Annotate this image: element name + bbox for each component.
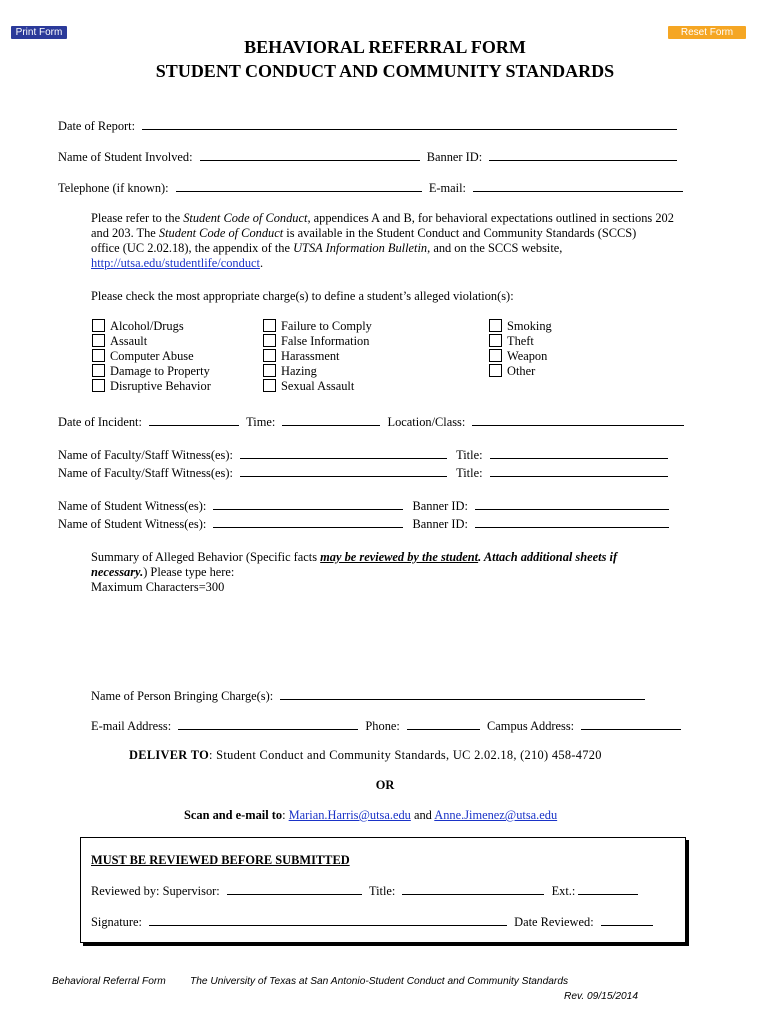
faculty-witness-field[interactable] bbox=[240, 465, 447, 477]
ext-field[interactable] bbox=[578, 883, 638, 895]
charge-option[interactable] bbox=[92, 319, 184, 334]
charge-option[interactable] bbox=[489, 334, 534, 349]
student-witness-row-1 bbox=[58, 498, 669, 513]
charge-label: Other bbox=[507, 364, 536, 378]
charge-option[interactable] bbox=[92, 349, 194, 364]
student-involved-row bbox=[58, 149, 677, 164]
student-involved-label: Name of Student Involved: bbox=[58, 150, 193, 164]
student-involved-field[interactable] bbox=[200, 149, 420, 161]
check-prompt: Please check the most appropriate charge(s) to define a student’s alleged violation(s): bbox=[91, 289, 514, 303]
charger-email-label: E-mail Address: bbox=[91, 719, 172, 733]
review-title-label: Title: bbox=[368, 884, 396, 898]
charge-option[interactable] bbox=[263, 319, 372, 334]
charge-checkbox[interactable] bbox=[489, 349, 502, 362]
student-banner-field[interactable] bbox=[475, 498, 669, 510]
charge-checkbox[interactable] bbox=[92, 379, 105, 392]
charger-phone-label: Phone: bbox=[365, 719, 400, 733]
banner-id-field[interactable] bbox=[489, 149, 677, 161]
reviewed-by-row bbox=[91, 883, 638, 898]
faculty-title-field[interactable] bbox=[490, 447, 668, 459]
date-of-incident-field[interactable] bbox=[149, 414, 239, 426]
faculty-title-label: Title: bbox=[456, 466, 483, 480]
telephone-label: Telephone (if known): bbox=[58, 181, 169, 195]
faculty-witness-label: Name of Faculty/Staff Witness(es): bbox=[58, 466, 233, 480]
charge-checkbox[interactable] bbox=[92, 319, 105, 332]
date-of-report-field[interactable] bbox=[142, 118, 677, 130]
date-reviewed-field[interactable] bbox=[601, 914, 653, 926]
student-witness-label: Name of Student Witness(es): bbox=[58, 499, 207, 513]
student-banner-label: Banner ID: bbox=[412, 499, 468, 513]
incident-row bbox=[58, 414, 684, 429]
time-field[interactable] bbox=[282, 414, 380, 426]
charge-label: Sexual Assault bbox=[281, 379, 355, 393]
location-field[interactable] bbox=[472, 414, 684, 426]
charge-checkbox[interactable] bbox=[263, 349, 276, 362]
charger-name-field[interactable] bbox=[280, 688, 645, 700]
email-label: E-mail: bbox=[428, 181, 467, 195]
charge-checkbox[interactable] bbox=[489, 319, 502, 332]
faculty-title-label: Title: bbox=[456, 448, 483, 462]
student-witness-field[interactable] bbox=[213, 498, 403, 510]
date-reviewed-label: Date Reviewed: bbox=[514, 915, 594, 929]
sccs-website-link[interactable]: http://utsa.edu/studentlife/conduct bbox=[91, 256, 260, 270]
charge-label: Assault bbox=[110, 334, 148, 348]
supervisor-field[interactable] bbox=[227, 883, 362, 895]
location-label: Location/Class: bbox=[387, 415, 466, 429]
charger-email-field[interactable] bbox=[178, 718, 358, 730]
date-of-report-label: Date of Report: bbox=[58, 119, 136, 133]
charge-checkbox[interactable] bbox=[92, 334, 105, 347]
reviewed-by-label: Reviewed by: Supervisor: bbox=[91, 884, 220, 898]
scan-email-line: Scan and e-mail to: Marian.Harris@utsa.edu and Anne.Jimenez@utsa.edu bbox=[184, 808, 558, 822]
email-link-jimenez[interactable]: Anne.Jimenez@utsa.edu bbox=[434, 808, 558, 822]
charger-name-label: Name of Person Bringing Charge(s): bbox=[91, 689, 274, 703]
student-witness-field[interactable] bbox=[213, 516, 403, 528]
charge-checkbox[interactable] bbox=[489, 334, 502, 347]
signature-label: Signature: bbox=[91, 915, 142, 929]
student-banner-field[interactable] bbox=[475, 516, 669, 528]
footer-institution: The University of Texas at San Antonio-Student Conduct and Community Standards bbox=[190, 976, 569, 987]
summary-instructions: Summary of Alleged Behavior (Specific facts may be reviewed by the student. Attach additional sheets if necessary.) Please type here: Maximum Characters=300 bbox=[91, 550, 618, 594]
email-field[interactable] bbox=[473, 180, 683, 192]
review-box bbox=[80, 837, 686, 943]
charge-checkbox[interactable] bbox=[263, 364, 276, 377]
charge-label: False Information bbox=[281, 334, 370, 348]
deliver-to-line: DELIVER TO: Student Conduct and Community Standards, UC 2.02.18, (210) 458-4720 bbox=[129, 748, 602, 762]
telephone-field[interactable] bbox=[176, 180, 422, 192]
charge-option[interactable] bbox=[263, 349, 340, 364]
student-banner-label: Banner ID: bbox=[412, 517, 468, 531]
email-link-harris[interactable]: Marian.Harris@utsa.edu bbox=[288, 808, 411, 822]
charge-label: Weapon bbox=[507, 349, 548, 363]
intro-paragraph: Please refer to the Student Code of Conduct, appendices A and B, for behavioral expectations outlined in sections 202 and 203. The Student Code of Conduct is available in the Student Conduct and Community Standards (SCCS) office (UC 2.02.18), the appendix of the UTSA Information Bulletin, and on the SCCS website, http://utsa.edu/studentlife/conduct. bbox=[91, 211, 674, 270]
faculty-witness-row-2 bbox=[58, 465, 668, 480]
faculty-witness-label: Name of Faculty/Staff Witness(es): bbox=[58, 448, 233, 462]
ext-label: Ext.: bbox=[551, 884, 576, 898]
charge-option[interactable] bbox=[489, 349, 547, 364]
charge-label: Failure to Comply bbox=[281, 319, 372, 333]
charge-option[interactable] bbox=[489, 364, 535, 379]
charge-label: Smoking bbox=[507, 319, 552, 333]
charge-option[interactable] bbox=[263, 364, 317, 379]
charge-label: Damage to Property bbox=[110, 364, 210, 378]
charge-checkbox[interactable] bbox=[92, 349, 105, 362]
charge-option[interactable] bbox=[263, 379, 354, 394]
date-of-incident-label: Date of Incident: bbox=[58, 415, 142, 429]
form-subtitle: STUDENT CONDUCT AND COMMUNITY STANDARDS bbox=[155, 61, 615, 81]
or-label: OR bbox=[375, 778, 395, 792]
charge-option[interactable] bbox=[92, 379, 211, 394]
time-label: Time: bbox=[246, 415, 276, 429]
signature-field[interactable] bbox=[149, 914, 507, 926]
footer-form-name: Behavioral Referral Form bbox=[52, 976, 166, 987]
charge-label: Alcohol/Drugs bbox=[110, 319, 184, 333]
charge-label: Theft bbox=[507, 334, 534, 348]
student-witness-label: Name of Student Witness(es): bbox=[58, 517, 207, 531]
charge-checkbox[interactable] bbox=[263, 334, 276, 347]
charger-phone-field[interactable] bbox=[407, 718, 480, 730]
review-heading: MUST BE REVIEWED BEFORE SUBMITTED bbox=[91, 853, 350, 867]
footer-revision: Rev. 09/15/2014 bbox=[564, 991, 639, 1002]
student-witness-row-2 bbox=[58, 516, 669, 531]
campus-address-label: Campus Address: bbox=[487, 719, 575, 733]
review-title-field[interactable] bbox=[402, 883, 544, 895]
faculty-witness-field[interactable] bbox=[240, 447, 447, 459]
charger-name-row bbox=[91, 688, 645, 703]
reset-form-button[interactable]: Reset Form bbox=[668, 26, 746, 39]
banner-id-label: Banner ID: bbox=[426, 150, 483, 164]
charge-label: Harassment bbox=[281, 349, 340, 363]
charge-label: Disruptive Behavior bbox=[110, 379, 211, 393]
charge-label: Hazing bbox=[281, 364, 317, 378]
faculty-title-field[interactable] bbox=[490, 465, 668, 477]
date-of-report-row bbox=[58, 118, 677, 133]
charge-option[interactable] bbox=[489, 319, 552, 334]
charge-checkbox[interactable] bbox=[263, 379, 276, 392]
charge-option[interactable] bbox=[92, 334, 147, 349]
charge-label: Computer Abuse bbox=[110, 349, 194, 363]
charge-checkbox[interactable] bbox=[263, 319, 276, 332]
telephone-row bbox=[58, 180, 683, 195]
charge-option[interactable] bbox=[263, 334, 369, 349]
faculty-witness-row-1 bbox=[58, 447, 668, 462]
charge-checkbox[interactable] bbox=[489, 364, 502, 377]
summary-text-area[interactable] bbox=[91, 600, 681, 680]
campus-address-field[interactable] bbox=[581, 718, 681, 730]
signature-row bbox=[91, 914, 653, 929]
charge-option[interactable] bbox=[92, 364, 210, 379]
print-form-button[interactable]: Print Form bbox=[11, 26, 67, 39]
form-title: BEHAVIORAL REFERRAL FORM bbox=[244, 37, 526, 57]
charger-contact-row bbox=[91, 718, 681, 733]
charge-checkbox[interactable] bbox=[92, 364, 105, 377]
